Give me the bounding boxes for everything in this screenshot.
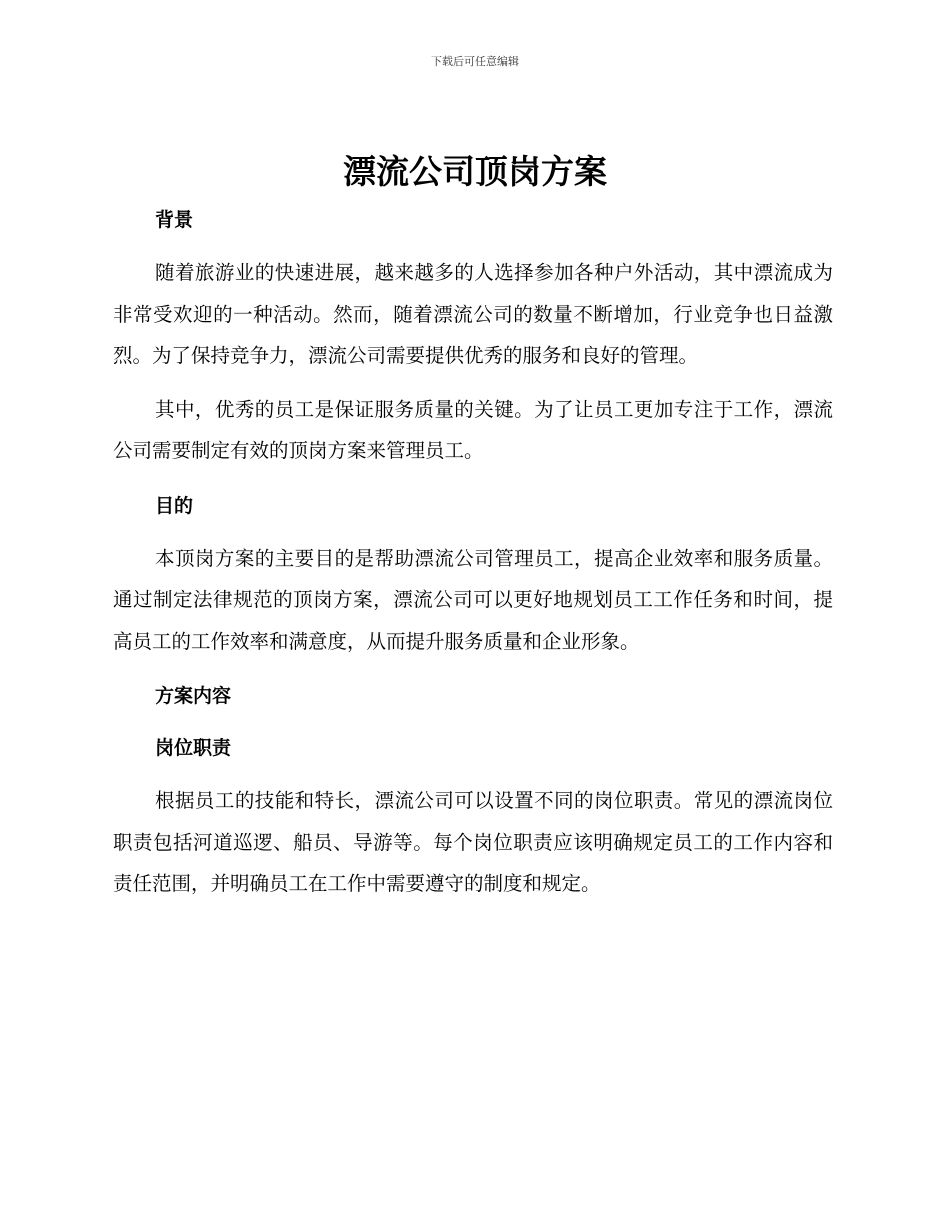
section-heading-purpose: 目的 bbox=[155, 494, 194, 517]
section-heading-job-duties: 岗位职责 bbox=[155, 737, 232, 759]
document-title: 漂流公司顶岗方案 bbox=[343, 152, 607, 191]
section-heading-background: 背景 bbox=[155, 209, 194, 231]
section-heading-plan-content: 方案内容 bbox=[155, 685, 232, 707]
background-paragraph-1: 随着旅游业的快速进展，越来越多的人选择参加各种户外活动，其中漂流成为非常受欢迎的一种活动。然而，随着漂流公司的数量不断增加，行业竞争也日益激烈。为了保持竞争力，漂流公司需要提供优秀的服务和良好的管理。 bbox=[113, 261, 833, 367]
page-header-note: 下载后可任意编辑 bbox=[431, 55, 519, 68]
purpose-paragraph-1: 本顶岗方案的主要目的是帮助漂流公司管理员工，提高企业效率和服务质量。通过制定法律规范的顶岗方案，漂流公司可以更好地规划员工工作任务和时间，提高员工的工作效率和满意度，从而提升服务质量和企业形象。 bbox=[113, 546, 833, 653]
background-paragraph-2: 其中，优秀的员工是保证服务质量的关键。为了让员工更加专注于工作，漂流公司需要制定有效的顶岗方案来管理员工。 bbox=[113, 397, 833, 462]
document-body bbox=[113, 202, 833, 905]
job-duties-paragraph-1: 根据员工的技能和特长，漂流公司可以设置不同的岗位职责。常见的漂流岗位职责包括河道巡逻、船员、导游等。每个岗位职责应该明确规定员工的工作内容和责任范围，并明确员工在工作中需要遵守的制度和规定。 bbox=[113, 789, 833, 895]
